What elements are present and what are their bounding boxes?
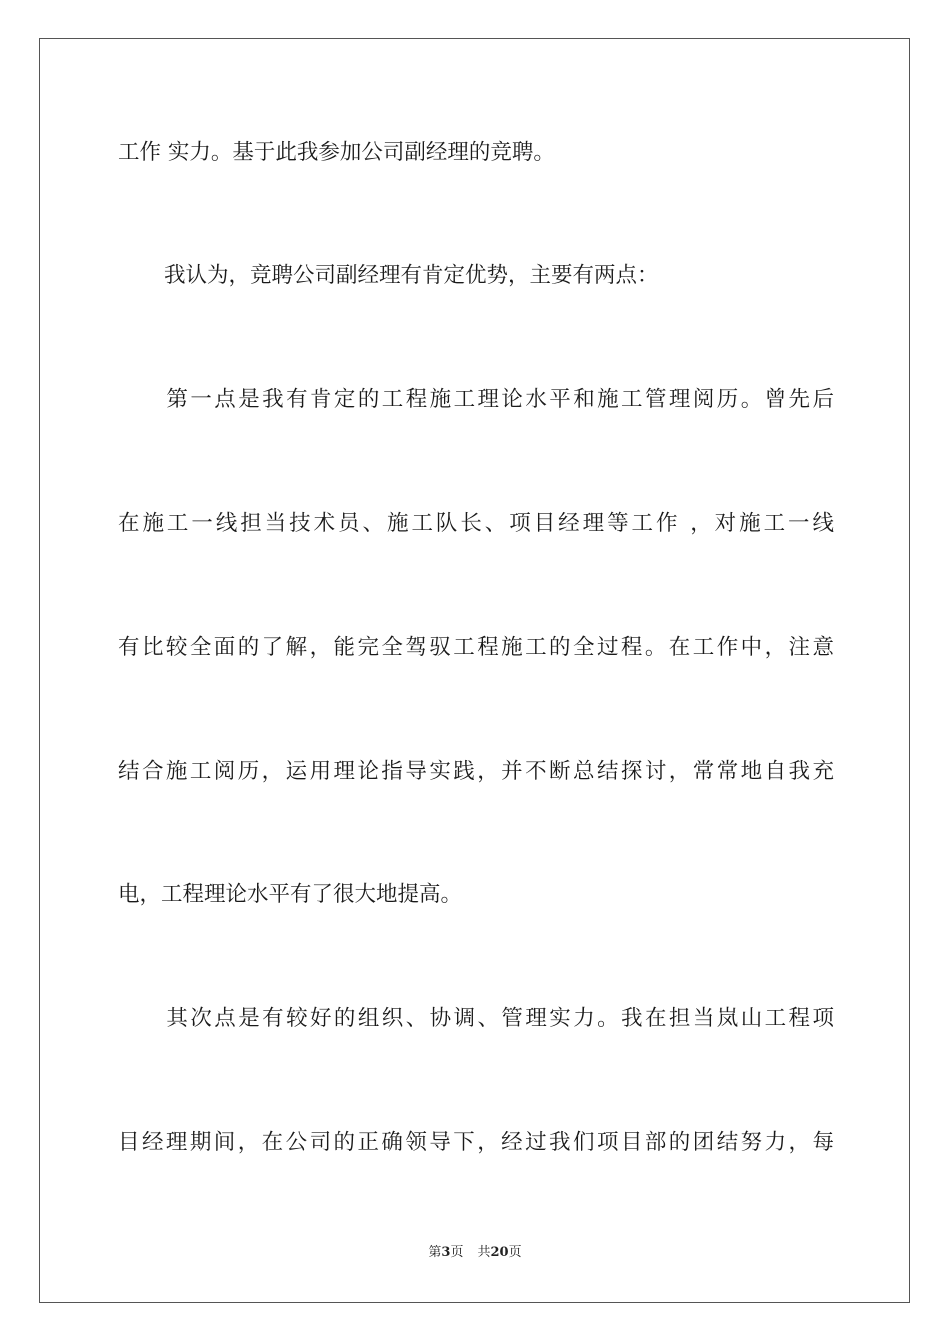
page-border (39, 38, 910, 1303)
paragraph-line-2-text: 我认为，竞聘公司副经理有肯定优势，主要有两点： (164, 263, 659, 288)
footer-total-prefix: 共 (477, 1245, 491, 1260)
paragraph-line-1: 工作 实力。基于此我参加公司副经理的竞聘。 (118, 140, 555, 165)
paragraph-line-8-text: 其次点是有较好的组织、协调、管理实力。我在担当岚山工程项 (164, 1006, 834, 1031)
footer-total-pages: 20 (490, 1245, 509, 1260)
footer-total-suffix: 页 (508, 1245, 522, 1260)
paragraph-line-2 (118, 262, 834, 290)
paragraph-line-5: 有比较全面的了解，能完全驾驭工程施工的全过程。在工作中，注意 (118, 635, 834, 660)
footer-page-prefix: 第 (428, 1245, 442, 1260)
footer-page-suffix: 页 (450, 1245, 464, 1260)
page-footer (0, 1244, 950, 1262)
paragraph-line-3 (118, 386, 834, 414)
paragraph-line-6: 结合施工阅历，运用理论指导实践，并不断总结探讨，常常地自我充 (118, 759, 834, 784)
paragraph-line-4: 在施工一线担当技术员、施工队长、项目经理等工作 ，对施工一线 (118, 511, 834, 536)
paragraph-line-7: 电，工程理论水平有了很大地提高。 (118, 882, 463, 907)
paragraph-line-8 (118, 1005, 834, 1033)
paragraph-line-9: 目经理期间，在公司的正确领导下，经过我们项目部的团结努力，每 (118, 1130, 834, 1155)
footer-page-number: 3 (441, 1245, 451, 1260)
paragraph-line-3-text: 第一点是我有肯定的工程施工理论水平和施工管理阅历。曾先后 (164, 387, 834, 412)
